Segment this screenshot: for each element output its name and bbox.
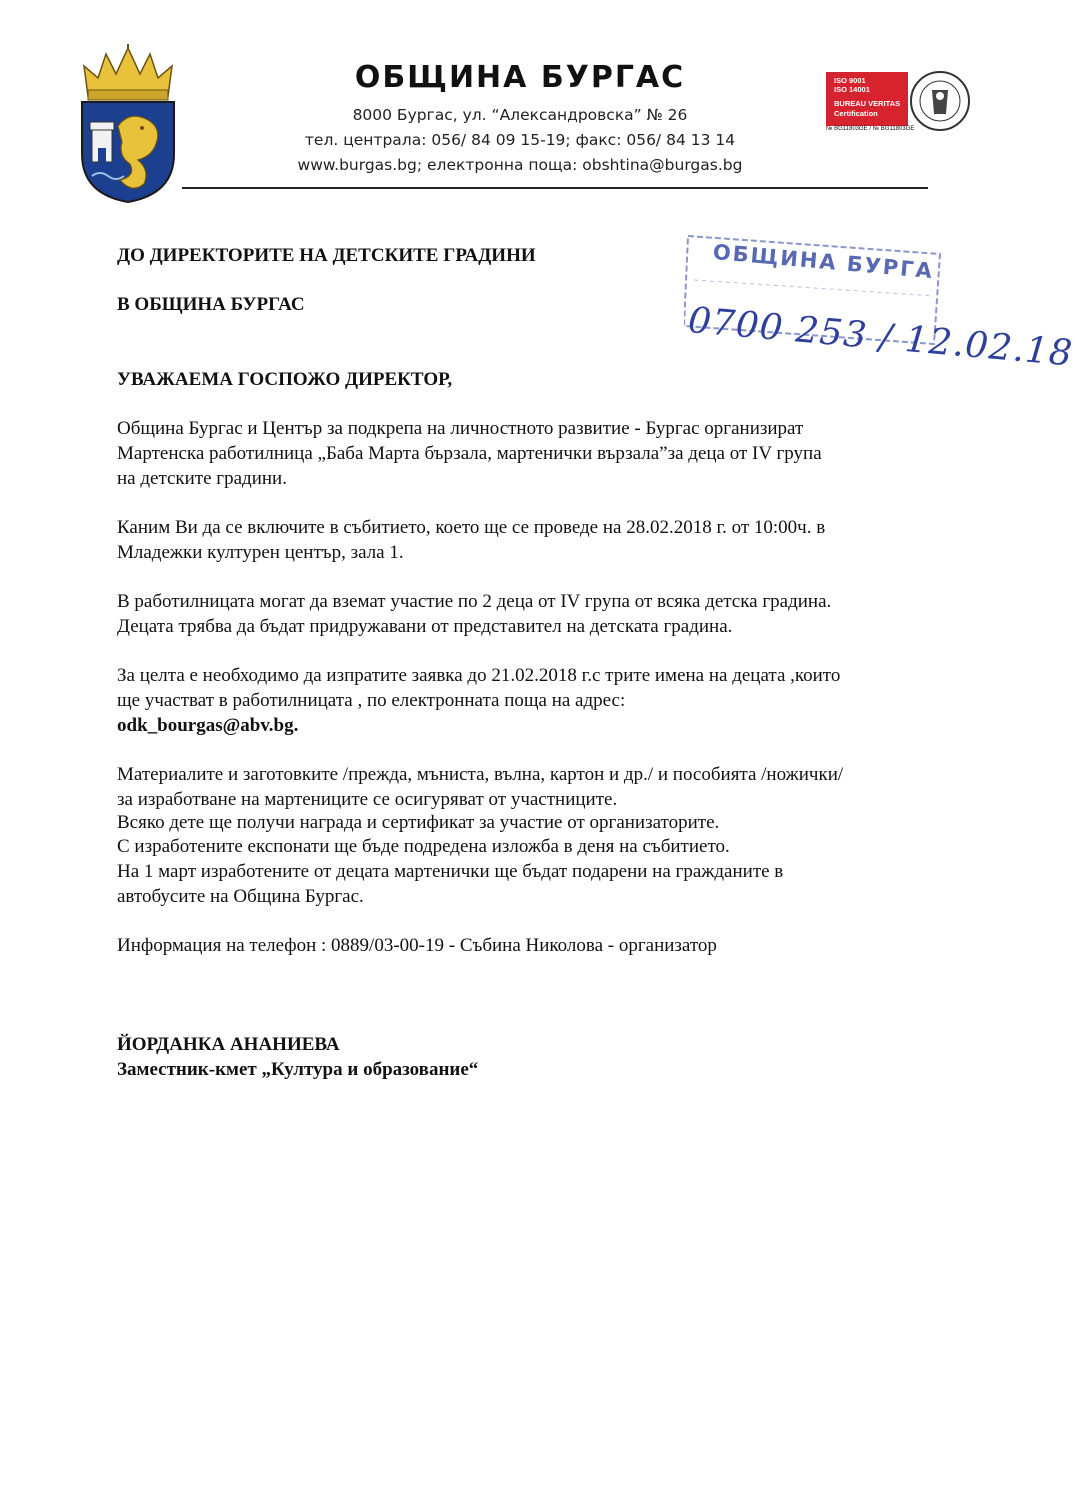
paragraph-line: за изработване на мартениците се осигуряват от участниците. <box>117 789 618 810</box>
stamp-registration-number: 0700 253 / 12.02.18 <box>686 300 1075 375</box>
paragraph-line: ще участват в работилницата , по електронната поща на адрес: <box>117 690 626 711</box>
paragraph-line: С изработените експонати ще бъде подредена изложба в деня на събитието. <box>117 836 730 857</box>
bureau-veritas-seal-icon <box>906 70 974 132</box>
recipient-line-1: ДО ДИРЕКТОРИТЕ НА ДЕТСКИТЕ ГРАДИНИ <box>117 245 536 266</box>
certification-panel <box>826 72 908 126</box>
cert-line: BUREAU VERITAS <box>834 99 901 108</box>
paragraph-line: Всяко дете ще получи награда и сертификат за участие от организаторите. <box>117 812 720 833</box>
cert-line: ISO 14001 <box>834 85 870 94</box>
paragraph-line: на детските градини. <box>117 468 287 489</box>
cert-line: ISO 9001 <box>834 76 866 85</box>
header-divider <box>182 187 928 189</box>
info-phone-line: Информация на телефон : 0889/03-00-19 - Събина Николова - организатор <box>117 935 717 956</box>
paragraph-line: Младежки културен център, зала 1. <box>117 542 404 563</box>
cert-number: № BG11803GE / № BG11803GE <box>826 126 915 132</box>
header-address: 8000 Бургас, ул. “Александровска” № 26 <box>352 106 688 124</box>
incoming-registry-stamp <box>684 232 1075 375</box>
paragraph-line: Материалите и заготовките /прежда, мъниста, вълна, картон и др./ и пособията /ножички/ <box>117 764 844 785</box>
paragraph-line: автобусите на Община Бургас. <box>117 886 364 907</box>
recipient-line-2: В ОБЩИНА БУРГАС <box>117 294 305 315</box>
header-web-email: www.burgas.bg; електронна поща: obshtina@burgas.bg <box>297 156 743 174</box>
paragraph-line: За целта е необходимо да изпратите заявка до 21.02.2018 г.с трите имена на децата ,които <box>117 665 841 686</box>
paragraph-line: В работилницата могат да вземат участие по 2 деца от IV група от всяка детска градина. <box>117 591 832 612</box>
municipality-title: ОБЩИНА БУРГАС <box>354 60 686 95</box>
paragraph-line: На 1 март изработените от децата мартенички ще бъдат подарени на гражданите в <box>117 861 784 882</box>
signatory-title: Заместник-кмет „Култура и образование“ <box>117 1059 479 1080</box>
signatory-name: ЙОРДАНКА АНАНИЕВА <box>117 1034 340 1055</box>
contact-email: odk_bourgas@abv.bg. <box>117 715 299 736</box>
stamp-title: ОБЩИНА БУРГА <box>711 240 935 284</box>
header-phone: тел. централа: 056/ 84 09 15-19; факс: 056/ 84 13 14 <box>304 131 736 149</box>
paragraph-line: Децата трябва да бъдат придружавани от представител на детската градина. <box>117 616 733 637</box>
paragraph-line: Община Бургас и Център за подкрепа на личностното развитие - Бургас организират <box>117 418 804 439</box>
bureau-veritas-certification-badge <box>826 70 976 136</box>
crest-icon <box>78 44 178 204</box>
burgas-coat-of-arms-logo <box>78 44 178 204</box>
salutation: УВАЖАЕМА ГОСПОЖО ДИРЕКТОР, <box>117 369 453 390</box>
cert-line: Certification <box>834 109 878 118</box>
paragraph-line: Каним Ви да се включите в събитието, което ще се проведе на 28.02.2018 г. от 10:00ч. в <box>117 517 826 538</box>
paragraph-line: Мартенска работилница „Баба Марта бързала, мартенички вързала”за деца от IV група <box>117 443 822 464</box>
